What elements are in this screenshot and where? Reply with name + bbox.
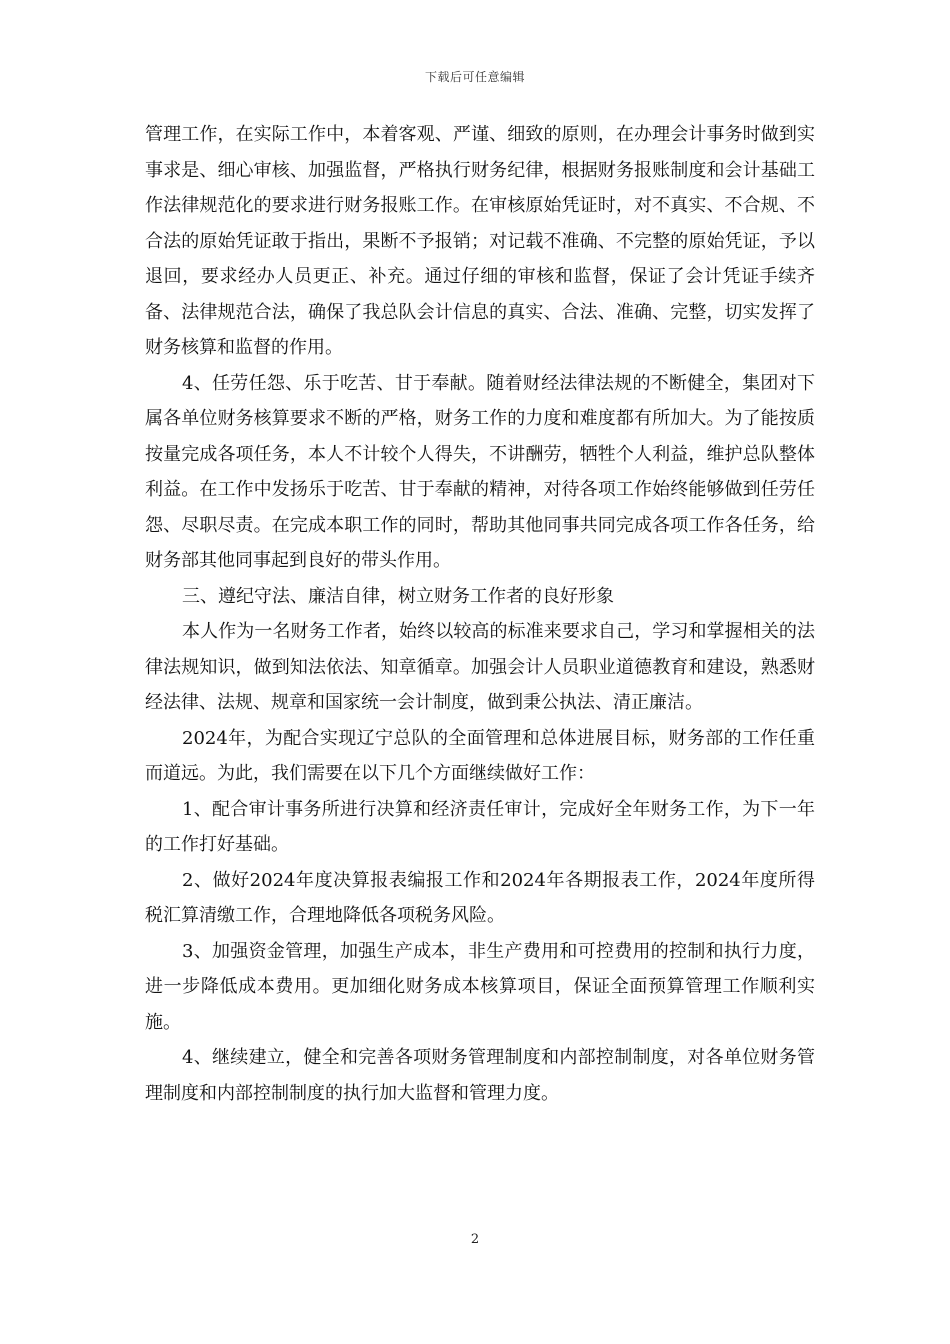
- page-number: 2: [470, 1232, 480, 1247]
- paragraph-item-4-dedication: 4、任劳任怨、乐于吃苦、甘于奉献。随着财经法律法规的不断健全，集团对下属各单位财务核算要求不断的严格，财务工作的力度和难度都有所加大。为了能按质按量完成各项任务，本人不计较个人得失，不讲酬劳，牺牲个人利益，维护总队整体利益。在工作中发扬乐于吃苦、甘于奉献的精神，对待各项工作始终能够做到任劳任怨、尽职尽责。在完成本职工作的同时，帮助其他同事共同完成各项工作各任务，给财务部其他同事起到良好的带头作用。: [145, 372, 815, 571]
- paragraph-continued-management-work: 管理工作，在实际工作中，本着客观、严谨、细致的原则，在办理会计事务时做到实事求是、细心审核、加强监督，严格执行财务纪律，根据财务报账制度和会计基础工作法律规范化的要求进行财务报账工作。在审核原始凭证时，对不真实、不合规、不合法的原始凭证敢于指出，果断不予报销；对记载不准确、不完整的原始凭证，予以退回，要求经办人员更正、补充。通过仔细的审核和监督，保证了会计凭证手续齐备、法律规范合法，确保了我总队会计信息的真实、合法、准确、完整，切实发挥了财务核算和监督的作用。: [145, 124, 815, 358]
- page-header: 下载后可任意编辑: [424, 70, 525, 84]
- document-body: [145, 117, 815, 1111]
- paragraph-self-discipline: 本人作为一名财务工作者，始终以较高的标准来要求自己，学习和掌握相关的法律法规知识，做到知法依法、知章循章。加强会计人员职业道德教育和建设，熟悉财经法律、法规、规章和国家统一会计制度，做到秉公执法、清正廉洁。: [145, 621, 815, 713]
- paragraph-2024-plan-intro: 2024年，为配合实现辽宁总队的全面管理和总体进展目标，财务部的工作任重而道远。为此，我们需要在以下几个方面继续做好工作：: [145, 727, 815, 784]
- plan-item-4: 4、继续建立，健全和完善各项财务管理制度和内部控制制度，对各单位财务管理制度和内部控制制度的执行加大监督和管理力度。: [145, 1047, 815, 1104]
- plan-item-2: 2、做好2024年度决算报表编报工作和2024年各期报表工作，2024年度所得税汇算清缴工作，合理地降低各项税务风险。: [145, 869, 815, 926]
- plan-item-3: 3、加强资金管理，加强生产成本，非生产费用和可控费用的控制和执行力度，进一步降低成本费用。更加细化财务成本核算项目，保证全面预算管理工作顺利实施。: [145, 940, 815, 1033]
- section-heading-3: 三、遵纪守法、廉洁自律，树立财务工作者的良好形象: [182, 585, 614, 607]
- plan-item-1: 1、配合审计事务所进行决算和经济责任审计，完成好全年财务工作，为下一年的工作打好基础。: [145, 798, 815, 855]
